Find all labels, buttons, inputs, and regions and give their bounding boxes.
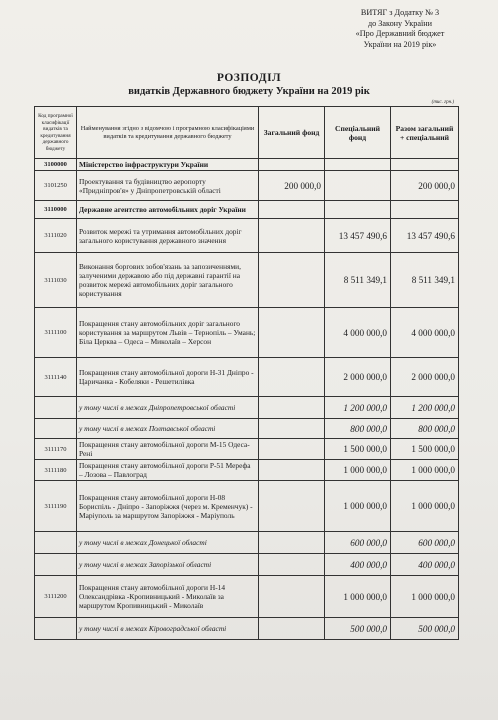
header-line: ВИТЯГ з Додатку № 3 bbox=[360, 8, 440, 17]
description-cell: Покращення стану автомобільної дороги Р-51 Мерефа – Лозова – Павлоград bbox=[77, 460, 259, 481]
code-cell: 3111100 bbox=[35, 308, 77, 358]
header-line: України на 2019 рік» bbox=[363, 39, 437, 49]
total-cell: 13 457 490,6 bbox=[391, 219, 459, 253]
code-cell: 3111140 bbox=[35, 358, 77, 397]
total-cell: 400 000,0 bbox=[391, 554, 459, 576]
special-fund-cell bbox=[325, 171, 391, 201]
table-header-row bbox=[35, 107, 459, 159]
special-fund-cell: 1 000 000,0 bbox=[325, 460, 391, 481]
column-header-general: Загальний фонд bbox=[259, 107, 325, 159]
total-cell: 8 511 349,1 bbox=[391, 253, 459, 308]
title-line: РОЗПОДІЛ bbox=[216, 72, 282, 84]
table-row bbox=[35, 576, 459, 618]
general-fund-cell bbox=[259, 219, 325, 253]
description-cell: Покращення стану автомобільної дороги Н-08 Бориспіль - Дніпро - Запоріжжя (через м. Кременчук) - Маріуполь за маршрутом Запоріжжя - Маріуполь bbox=[77, 481, 259, 532]
code-cell: 3100000 bbox=[35, 159, 77, 171]
description-cell: Розвиток мережі та утримання автомобільних доріг загального користування державного значення bbox=[77, 219, 259, 253]
general-fund-cell bbox=[259, 419, 325, 439]
description-cell: у тому числі в межах Дніпропетровської області bbox=[77, 397, 259, 419]
description-cell: Покращення стану автомобільної дороги Н-31 Дніпро - Царичанка - Кобеляки - Решетилівка bbox=[77, 358, 259, 397]
general-fund-cell bbox=[259, 532, 325, 554]
table-row bbox=[35, 397, 459, 419]
column-header-name: Найменування згідно з відомчою і програмною класифікаціями видатків та кредитування державного бюджету bbox=[77, 107, 259, 159]
total-cell: 1 200 000,0 bbox=[391, 397, 459, 419]
column-header-special: Спеціальний фонд bbox=[325, 107, 391, 159]
description-cell: Покращення стану автомобільних доріг загального користування за маршрутом Львів – Тернопіль – Умань; Біла Церква – Одеса – Миколаїв – Херсон bbox=[77, 308, 259, 358]
table-row bbox=[35, 201, 459, 219]
table-row bbox=[35, 358, 459, 397]
special-fund-cell: 2 000 000,0 bbox=[325, 358, 391, 397]
table-body bbox=[35, 159, 459, 640]
total-cell: 800 000,0 bbox=[391, 419, 459, 439]
general-fund-cell bbox=[259, 618, 325, 640]
special-fund-cell: 1 200 000,0 bbox=[325, 397, 391, 419]
table-row bbox=[35, 308, 459, 358]
total-cell: 200 000,0 bbox=[391, 171, 459, 201]
code-cell bbox=[35, 419, 77, 439]
general-fund-cell bbox=[259, 253, 325, 308]
general-fund-cell bbox=[259, 439, 325, 460]
description-cell: у тому числі в межах Запорізької області bbox=[77, 554, 259, 576]
table-row bbox=[35, 439, 459, 460]
header-line: до Закону України bbox=[367, 18, 433, 28]
total-cell: 1 000 000,0 bbox=[391, 481, 459, 532]
code-cell: 3111200 bbox=[35, 576, 77, 618]
general-fund-cell: 200 000,0 bbox=[259, 171, 325, 201]
description-cell: Проектування та будівництво аеропорту «Придніпров'я» у Дніпропетровській області bbox=[77, 171, 259, 201]
general-fund-cell bbox=[259, 159, 325, 171]
total-cell: 1 500 000,0 bbox=[391, 439, 459, 460]
code-cell: 3111190 bbox=[35, 481, 77, 532]
column-header-total: Разом загальний + спеціальний bbox=[391, 107, 459, 159]
document-header bbox=[340, 8, 460, 50]
table-row bbox=[35, 532, 459, 554]
table-row bbox=[35, 419, 459, 439]
special-fund-cell: 800 000,0 bbox=[325, 419, 391, 439]
table-row bbox=[35, 253, 459, 308]
code-cell bbox=[35, 532, 77, 554]
code-cell: 3111170 bbox=[35, 439, 77, 460]
total-cell bbox=[391, 159, 459, 171]
total-cell: 600 000,0 bbox=[391, 532, 459, 554]
general-fund-cell bbox=[259, 460, 325, 481]
budget-table bbox=[34, 106, 459, 640]
special-fund-cell: 1 000 000,0 bbox=[325, 576, 391, 618]
special-fund-cell: 13 457 490,6 bbox=[325, 219, 391, 253]
code-cell: 3110000 bbox=[35, 201, 77, 219]
description-cell: у тому числі в межах Полтавської області bbox=[77, 419, 259, 439]
special-fund-cell: 500 000,0 bbox=[325, 618, 391, 640]
total-cell: 500 000,0 bbox=[391, 618, 459, 640]
description-cell: Міністерство інфраструктури України bbox=[77, 159, 259, 171]
table-row bbox=[35, 618, 459, 640]
special-fund-cell bbox=[325, 201, 391, 219]
description-cell: Покращення стану автомобільної дороги Н-14 Олександрівка -Кропивницький - Миколаїв за маршрутом Кропивницький - Миколаїв bbox=[77, 576, 259, 618]
total-cell: 2 000 000,0 bbox=[391, 358, 459, 397]
description-cell: Виконання боргових зобов'язань за запозиченнями, залученими державою або під державні гарантії на розвиток мережі автомобільних доріг загального користування bbox=[77, 253, 259, 308]
general-fund-cell bbox=[259, 554, 325, 576]
description-cell: у тому числі в межах Кіровоградської області bbox=[77, 618, 259, 640]
general-fund-cell bbox=[259, 576, 325, 618]
special-fund-cell: 600 000,0 bbox=[325, 532, 391, 554]
table-row bbox=[35, 460, 459, 481]
general-fund-cell bbox=[259, 201, 325, 219]
special-fund-cell: 4 000 000,0 bbox=[325, 308, 391, 358]
description-cell: Покращення стану автомобільної дороги М-15 Одеса-Рені bbox=[77, 439, 259, 460]
special-fund-cell: 1 500 000,0 bbox=[325, 439, 391, 460]
table-row bbox=[35, 171, 459, 201]
units-note: (тис. грн.) bbox=[431, 100, 454, 105]
total-cell bbox=[391, 201, 459, 219]
header-line: «Про Державний бюджет bbox=[355, 29, 445, 38]
general-fund-cell bbox=[259, 481, 325, 532]
special-fund-cell: 400 000,0 bbox=[325, 554, 391, 576]
general-fund-cell bbox=[259, 308, 325, 358]
table-row bbox=[35, 554, 459, 576]
code-cell bbox=[35, 554, 77, 576]
code-cell: 3111020 bbox=[35, 219, 77, 253]
special-fund-cell: 8 511 349,1 bbox=[325, 253, 391, 308]
general-fund-cell bbox=[259, 397, 325, 419]
table-row bbox=[35, 481, 459, 532]
code-cell: 3111180 bbox=[35, 460, 77, 481]
special-fund-cell: 1 000 000,0 bbox=[325, 481, 391, 532]
code-cell: 3101250 bbox=[35, 171, 77, 201]
code-cell bbox=[35, 397, 77, 419]
table-row bbox=[35, 219, 459, 253]
code-cell bbox=[35, 618, 77, 640]
title-line: видатків Державного бюджету України на 2019 рік bbox=[128, 86, 370, 97]
total-cell: 1 000 000,0 bbox=[391, 576, 459, 618]
description-cell: у тому числі в межах Донецької області bbox=[77, 532, 259, 554]
column-header-code: Код програмної класифікації видатків та кредитування державного бюджету bbox=[35, 107, 77, 159]
table-row bbox=[35, 159, 459, 171]
total-cell: 4 000 000,0 bbox=[391, 308, 459, 358]
special-fund-cell bbox=[325, 159, 391, 171]
description-cell: Державне агентство автомобільних доріг України bbox=[77, 201, 259, 219]
code-cell: 3111030 bbox=[35, 253, 77, 308]
total-cell: 1 000 000,0 bbox=[391, 460, 459, 481]
general-fund-cell bbox=[259, 358, 325, 397]
document-title bbox=[0, 72, 498, 98]
